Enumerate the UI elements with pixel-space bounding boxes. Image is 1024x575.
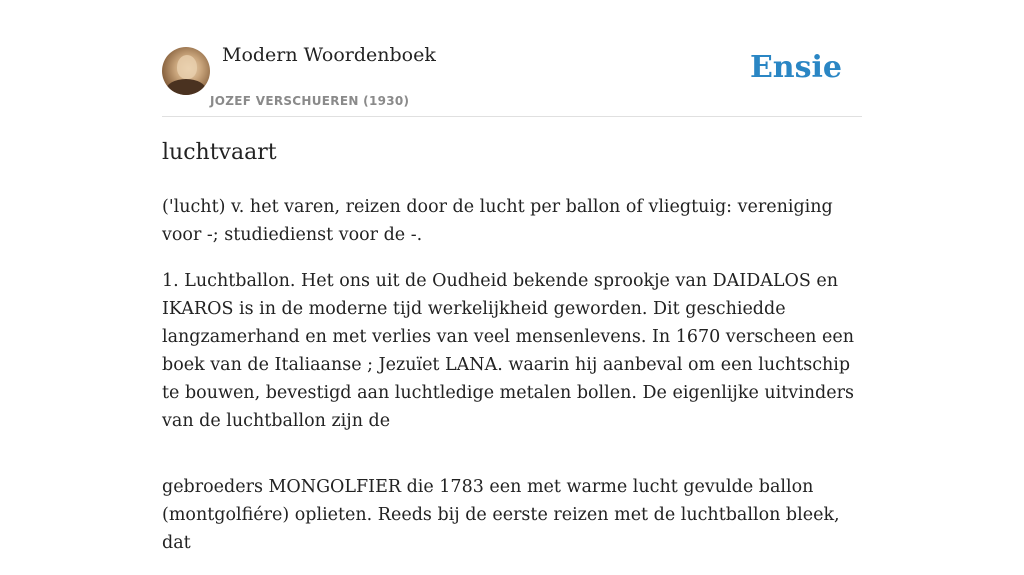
author-avatar[interactable] — [162, 47, 210, 95]
avatar-coat — [166, 79, 206, 95]
header — [162, 0, 862, 117]
page — [162, 0, 862, 553]
avatar-face — [177, 55, 197, 79]
entry-paragraph: 1. Luchtballon. Het ons uit de Oudheid bekende sprookje van DAIDALOS en IKAROS is in de moderne tijd werkelijkheid geworden. Dit geschiedde langzamerhand en met verlies van veel mensenlevens. In 1670 verscheen een boek van de Italiaanse ; Jezuïet LANA. waarin hij aanbeval om een luchtschip te bouwen, bevestigd aan luchtledige metalen bollen. De eigenlijke uitvinders van de luchtballon zijn de — [162, 271, 855, 431]
entry-paragraph: gebroeders MONGOLFIER die 1783 een met warme lucht gevulde ballon (montgolfiére) oplieten. Reeds bij de eerste reizen met de luchtballon bleek, dat — [162, 477, 840, 553]
book-title[interactable]: Modern Woordenboek — [222, 44, 436, 66]
entry-paragraph: ('lucht) v. het varen, reizen door de lucht per ballon of vliegtuig: vereniging voor -; studiedienst voor de -. — [162, 197, 833, 245]
brand-logo[interactable]: Ensie — [749, 50, 842, 85]
entry-body — [162, 193, 862, 575]
author-name[interactable]: JOZEF VERSCHUEREN (1930) — [210, 94, 410, 108]
entry-title: luchtvaart — [162, 140, 277, 165]
